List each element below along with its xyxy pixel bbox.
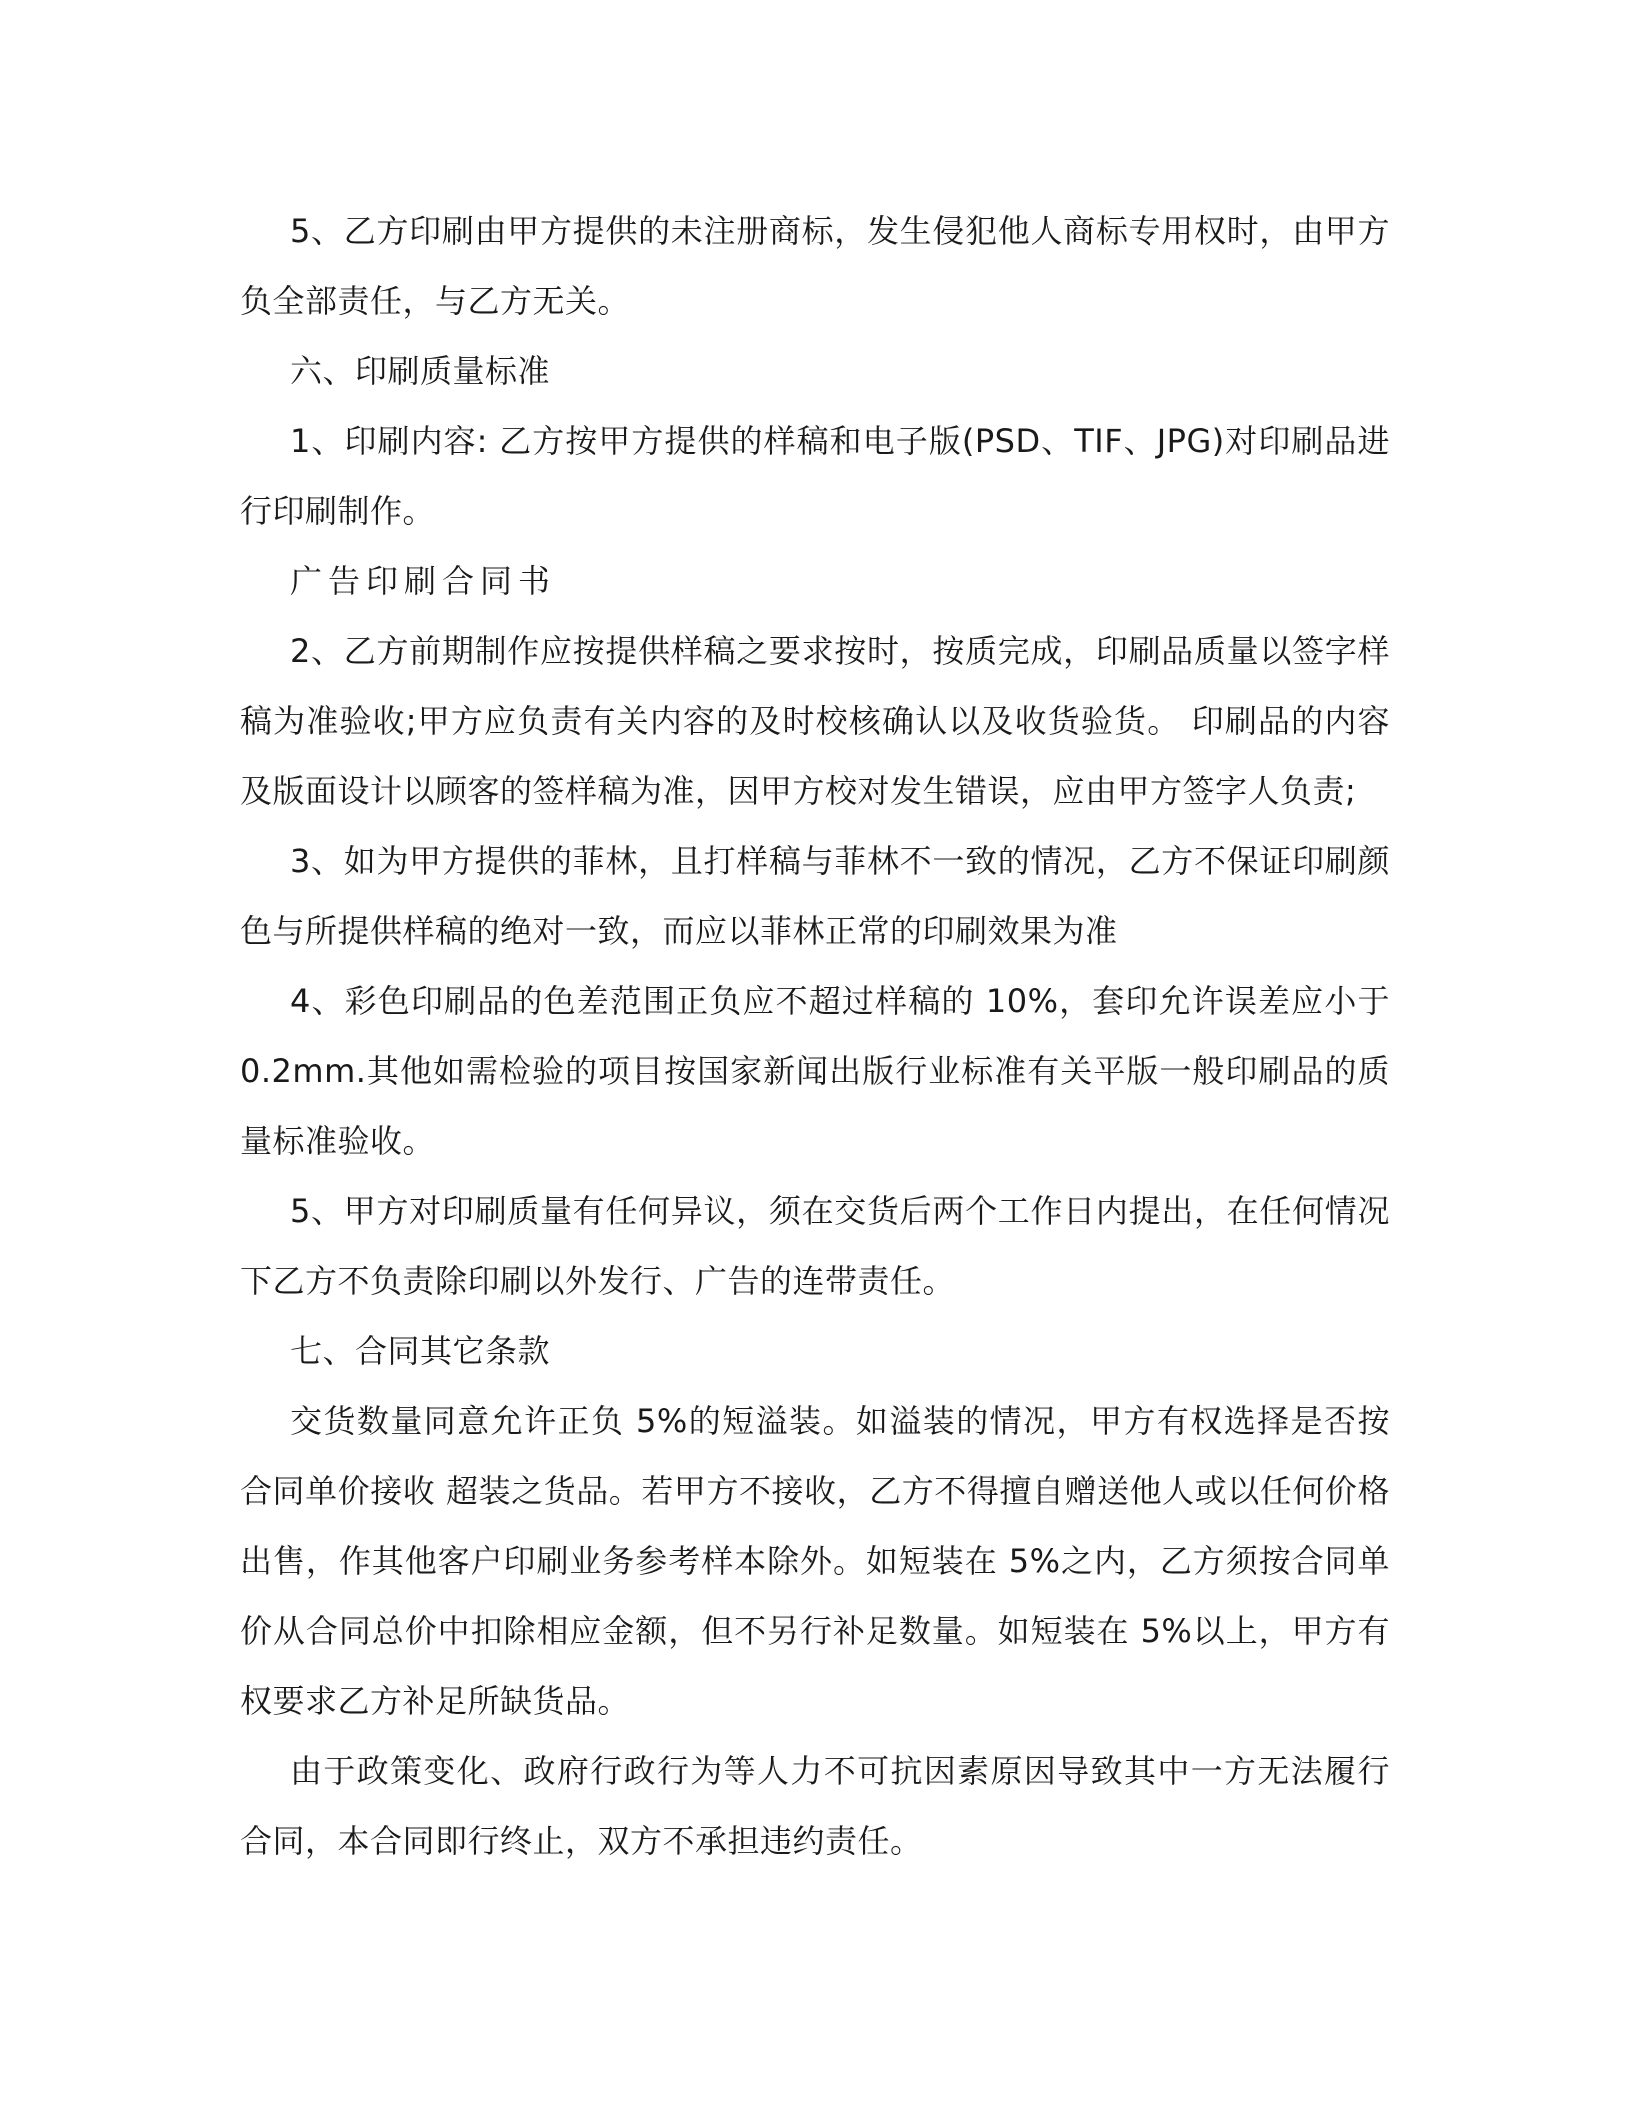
document-body [240,196,1390,1876]
clause-delivery-quantity: 交货数量同意允许正负 5%的短溢装。如溢装的情况，甲方有权选择是否按合同单价接收 超装之货品。若甲方不接收，乙方不得擅自赠送他人或以任何价格出售，作其他客户印刷业务参考样本除外。如短装在 5%之内，乙方须按合同单价从合同总价中扣除相应金额，但不另行补足数量。如短装在 5%以上，甲方有权要求乙方补足所缺货品。 [240,1402,1390,1720]
section-heading-other-terms: 七、合同其它条款 [290,1332,551,1370]
clause-2-acceptance: 2、乙方前期制作应按提供样稿之要求按时，按质完成，印刷品质量以签字样稿为准验收;甲方应负责有关内容的及时校核确认以及收货验货。 印刷品的内容及版面设计以顾客的签样稿为准，因甲方校对发生错误，应由甲方签字人负责; [240,632,1390,810]
clause-force-majeure: 由于政策变化、政府行政行为等人力不可抗因素原因导致其中一方无法履行合同，本合同即行终止，双方不承担违约责任。 [240,1752,1390,1860]
clause-3-film: 3、如为甲方提供的菲林，且打样稿与菲林不一致的情况，乙方不保证印刷颜色与所提供样稿的绝对一致，而应以菲林正常的印刷效果为准 [240,842,1390,950]
clause-5-trademark: 5、乙方印刷由甲方提供的未注册商标，发生侵犯他人商标专用权时，由甲方负全部责任，与乙方无关。 [240,212,1390,320]
document-title-line: 广告印刷合同书 [290,562,557,600]
section-heading-print-quality: 六、印刷质量标准 [290,352,551,390]
clause-4-color-tolerance: 4、彩色印刷品的色差范围正负应不超过样稿的 10%，套印允许误差应小于 0.2mm.其他如需检验的项目按国家新闻出版行业标准有关平版一般印刷品的质量标准验收。 [240,982,1390,1160]
clause-1-print-content: 1、印刷内容: 乙方按甲方提供的样稿和电子版(PSD、TIF、JPG)对印刷品进行印刷制作。 [240,422,1390,530]
clause-5-objection: 5、甲方对印刷质量有任何异议，须在交货后两个工作日内提出，在任何情况下乙方不负责除印刷以外发行、广告的连带责任。 [240,1192,1390,1300]
